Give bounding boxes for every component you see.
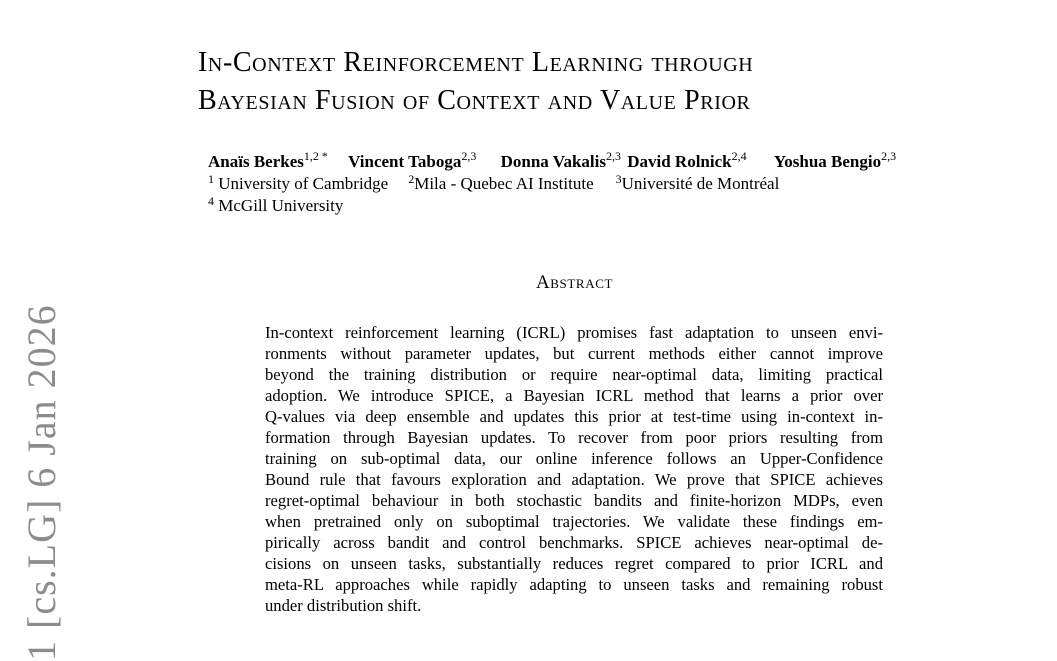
- abstract-line: meta-RL approaches while rapidly adapting to unseen tasks and remaining robust: [265, 575, 883, 594]
- title-line-1: In-Context Reinforcement Learning through: [198, 47, 754, 78]
- abstract-line: Q-values via deep ensemble and updates this prior at test-time using in-context in-: [265, 407, 883, 426]
- title-line-2: Bayesian Fusion of Context and Value Prior: [198, 85, 751, 116]
- abstract-line: In-context reinforcement learning (ICRL) promises fast adaptation to unseen envi-: [265, 323, 883, 342]
- abstract-body: [265, 322, 883, 616]
- affiliation-row: [208, 195, 779, 217]
- author-affiliation-marker: 2,3: [881, 149, 897, 163]
- abstract-line: regret-optimal behaviour in both stochastic bandits and finite-horizon MDPs, even: [265, 491, 883, 510]
- author-affiliation-marker: 2,3: [605, 149, 621, 163]
- abstract-heading: Abstract: [535, 272, 614, 293]
- affiliation-name: McGill University: [218, 196, 344, 215]
- affiliation-name: University of Cambridge: [218, 174, 389, 193]
- affiliation-marker: 2: [408, 172, 415, 186]
- abstract-line: pirically across bandit and control benchmarks. SPICE achieves near-optimal de-: [265, 533, 883, 552]
- author-name: David Rolnick: [627, 152, 732, 171]
- abstract-line: training on sub-optimal data, our online inference follows an Upper-Confidence: [265, 449, 883, 468]
- author-name: Donna Vakalis: [500, 152, 606, 171]
- affiliation-name: Université de Montréal: [621, 174, 780, 193]
- author-name: Anaïs Berkes: [208, 152, 304, 171]
- author-name: Yoshua Bengio: [773, 152, 882, 171]
- abstract-line: under distribution shift.: [265, 596, 422, 615]
- abstract-line: cisions on unseen tasks, substantially reduces regret compared to prior ICRL and: [265, 554, 883, 573]
- abstract-line: formation through Bayesian updates. To recover from poor priors resulting from: [265, 428, 883, 447]
- arxiv-stamp: 1 [cs.LG] 6 Jan 2026: [19, 304, 64, 661]
- author: [500, 149, 621, 171]
- abstract-line: Bound rule that favours exploration and adaptation. We prove that SPICE achieves: [265, 470, 883, 489]
- abstract-line: beyond the training distribution or require near-optimal data, limiting practical: [265, 365, 883, 384]
- author: [773, 149, 897, 171]
- author-affiliation-marker: 2,4: [731, 149, 747, 163]
- author: [348, 149, 477, 171]
- author-list: [208, 151, 896, 173]
- abstract-line: ronments without parameter updates, but current methods either cannot improve: [265, 344, 883, 363]
- affiliation: [616, 174, 780, 193]
- affiliation-name: Mila - Quebec AI Institute: [414, 174, 594, 193]
- abstract-line: when pretrained only on suboptimal trajectories. We validate these findings em-: [265, 512, 883, 531]
- author-affiliation-marker: 1,2 *: [303, 149, 328, 163]
- affiliation-marker: 4: [208, 194, 214, 208]
- affiliation-marker: 3: [615, 172, 622, 186]
- author: [208, 149, 328, 171]
- affiliation: [208, 196, 343, 215]
- author: [627, 149, 747, 171]
- affiliation: [408, 174, 593, 193]
- author-affiliation-marker: 2,3: [461, 149, 477, 163]
- affiliation: [208, 174, 388, 193]
- paper-title: [198, 44, 1038, 120]
- affiliation-list: [208, 173, 779, 217]
- abstract-line: adoption. We introduce SPICE, a Bayesian ICRL method that learns a prior over: [265, 386, 883, 405]
- author-name: Vincent Taboga: [348, 152, 462, 171]
- affiliation-marker: 1: [208, 172, 214, 186]
- affiliation-row: [208, 173, 779, 195]
